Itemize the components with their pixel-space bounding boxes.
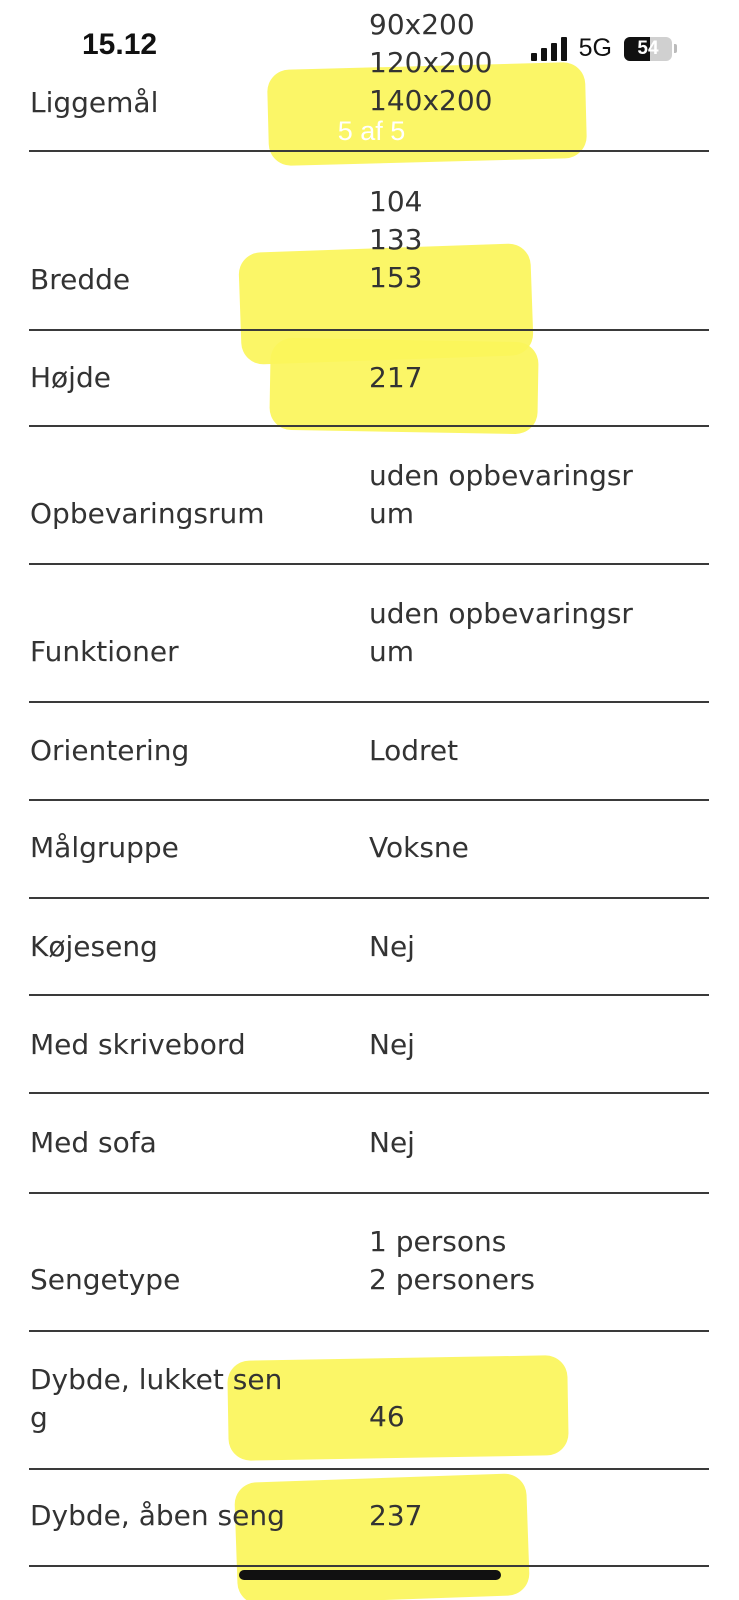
network-type: 5G [578,34,612,62]
spec-label: Dybde, åben seng [30,1499,285,1532]
spec-value: Nej [369,1126,415,1159]
signal-strength-icon [531,37,567,61]
spec-label: Bredde [30,263,131,296]
spec-value: Nej [369,1028,415,1061]
spec-value: Lodret [369,734,459,767]
row-divider [29,897,709,899]
spec-label: Dybde, lukket sen g [30,1363,283,1434]
row-divider [29,1092,709,1094]
row-divider [29,1192,709,1194]
battery-icon [624,37,672,61]
row-divider [29,1330,709,1332]
row-divider [29,701,709,703]
row-divider [29,563,709,565]
spec-value: 217 [369,361,423,394]
spec-value: uden opbevaringsr um [369,597,633,668]
row-divider [29,994,709,996]
spec-label: Højde [30,361,111,394]
spec-label: Køjeseng [30,930,158,963]
status-time: 15.12 [82,28,158,61]
battery-percentage: 54 [637,37,659,59]
spec-label: Med sofa [30,1126,157,1159]
highlight-mark-dybde-aben [234,1473,530,1600]
row-divider [29,1468,709,1470]
spec-value: 90x200 120x200 140x200 [369,8,493,117]
spec-value: Nej [369,930,415,963]
battery-cap [674,44,677,53]
spec-value: Voksne [369,831,469,864]
spec-label: Orientering [30,734,190,767]
spec-value: uden opbevaringsr um [369,459,633,530]
row-divider [29,1565,709,1567]
row-divider [29,150,709,152]
spec-value: 46 [369,1400,405,1433]
home-indicator[interactable] [239,1570,501,1580]
row-divider [29,799,709,801]
spec-label: Opbevaringsrum [30,497,265,530]
row-divider [29,329,709,331]
spec-label: Med skrivebord [30,1028,246,1061]
spec-value: 237 [369,1499,423,1532]
spec-value: 1 persons 2 personers [369,1225,536,1296]
spec-label: Funktioner [30,635,179,668]
status-icons [531,34,677,63]
spec-label: Liggemål [30,86,159,119]
row-divider [29,425,709,427]
spec-label: Målgruppe [30,831,179,864]
page-indicator: 5 af 5 [337,116,406,146]
spec-value: 104 133 153 [369,185,423,294]
spec-label: Sengetype [30,1263,181,1296]
